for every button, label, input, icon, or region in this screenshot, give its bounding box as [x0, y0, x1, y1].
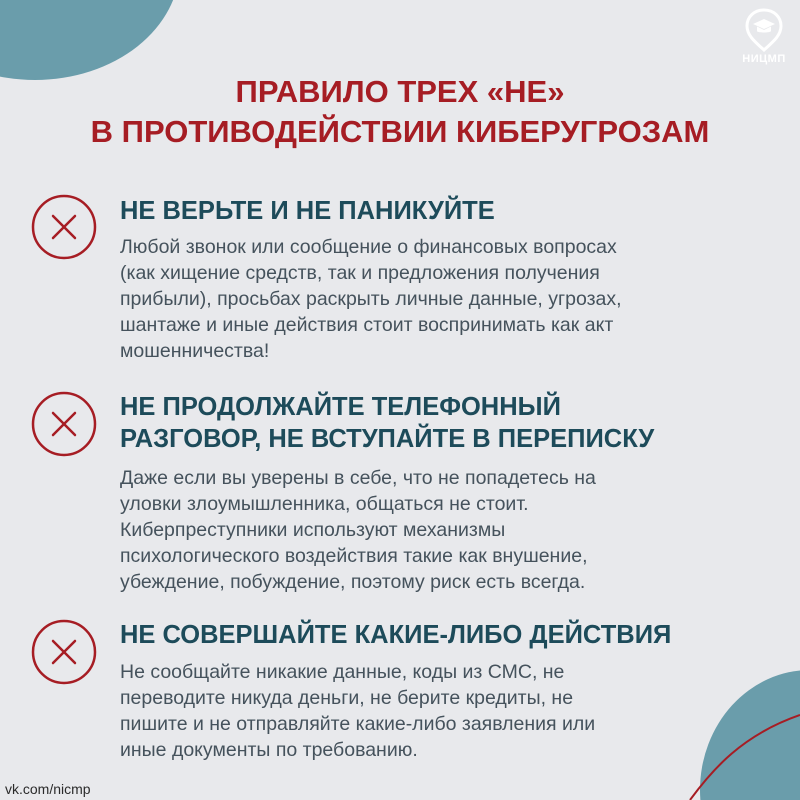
cross-circle-icon: [30, 618, 98, 686]
rule-heading-line: РАЗГОВОР, НЕ ВСТУПАЙТЕ В ПЕРЕПИСКУ: [120, 425, 655, 453]
rule-text-line: пишите и не отправляйте какие-либо заявления или: [120, 713, 596, 735]
graduation-cap-pin-icon: [744, 8, 784, 52]
rule-text-line: Любой звонок или сообщение о финансовых вопросах: [120, 236, 617, 258]
rule-description: [120, 465, 760, 595]
cross-circle-icon: [30, 193, 98, 261]
rule-heading: [120, 391, 654, 455]
rule-text-line: иные документы по требованию.: [120, 739, 418, 761]
rule-heading-line: НЕ ВЕРЬТЕ И НЕ ПАНИКУЙТЕ: [120, 197, 495, 225]
rule-heading-line: НЕ СОВЕРШАЙТЕ КАКИЕ-ЛИБО ДЕЙСТВИЯ: [120, 621, 672, 649]
title-line: ПРАВИЛО ТРЕХ «НЕ»: [235, 74, 565, 109]
decorative-blob-top-left: [0, 0, 180, 80]
rule-heading-line: НЕ ПРОДОЛЖАЙТЕ ТЕЛЕФОННЫЙ: [120, 393, 561, 421]
page-title: [0, 72, 800, 152]
logo: [736, 8, 792, 70]
rule-text-line: уловки злоумышленника, общаться не стоит.: [120, 493, 529, 515]
rule-text-line: убеждение, побуждение, поэтому риск есть всегда.: [120, 571, 586, 593]
rule-text-line: Не сообщайте никакие данные, коды из СМС, не: [120, 661, 565, 683]
vk-link[interactable]: vk.com/nicmp: [5, 781, 91, 797]
rule-text-line: мошенничества!: [120, 340, 270, 362]
rule-text-line: Киберпреступники используют механизмы: [120, 519, 506, 541]
rule-heading: [120, 619, 671, 651]
rule-text-line: прибыли), просьбах раскрыть личные данные, угрозах,: [120, 288, 622, 310]
rule-text-line: психологического воздействия такие как внушение,: [120, 545, 588, 567]
rule-description: [120, 234, 760, 364]
rule-text-line: переводите никуда деньги, не берите кредиты, не: [120, 687, 574, 709]
rule-text-line: шантаже и иные действия стоит воспринимать как акт: [120, 314, 614, 336]
rule-heading: [120, 195, 495, 227]
rule-text-line: (как хищение средств, так и предложения получения: [120, 262, 600, 284]
cross-circle-icon: [30, 390, 98, 458]
logo-text: НИЦМП: [742, 53, 786, 65]
rule-text-line: Даже если вы уверены в себе, что не попадетесь на: [120, 467, 596, 489]
title-line: В ПРОТИВОДЕЙСТВИИ КИБЕРУГРОЗАМ: [90, 114, 710, 149]
rule-description: [120, 659, 760, 763]
